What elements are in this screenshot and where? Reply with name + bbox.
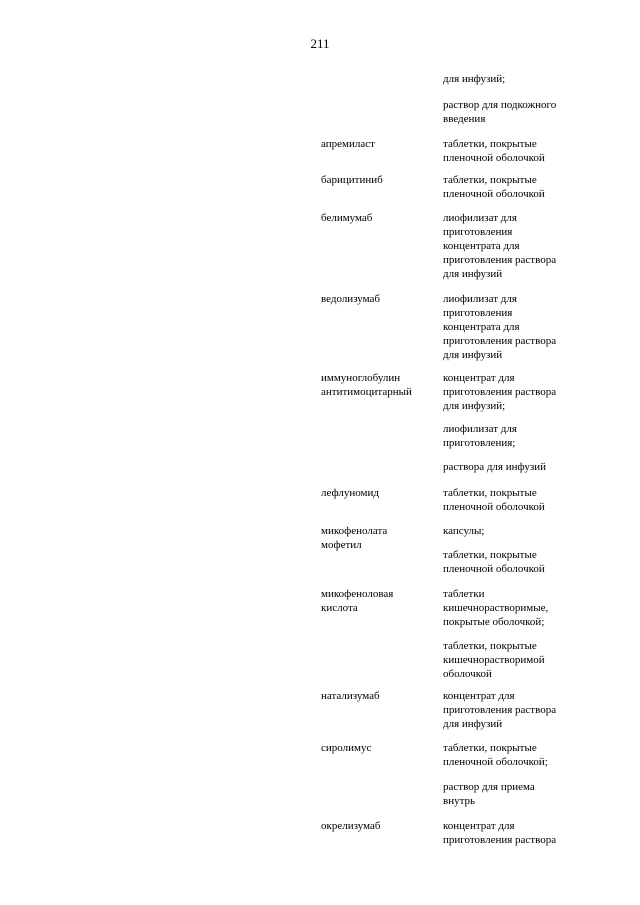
dosage-form-line: таблетки, покрытые xyxy=(443,640,537,652)
dosage-form-line: приготовления раствора xyxy=(443,834,557,846)
dosage-form-line: для инфузий; xyxy=(443,73,506,85)
drug-name-line: лефлуномид xyxy=(321,487,379,499)
dosage-form-line: приготовления xyxy=(443,226,513,238)
dosage-form xyxy=(443,460,578,474)
drug-name xyxy=(321,819,431,833)
dosage-form xyxy=(443,780,578,808)
dosage-form xyxy=(443,548,578,576)
dosage-form xyxy=(443,587,578,629)
dosage-form xyxy=(443,689,578,731)
dosage-form-line: таблетки xyxy=(443,588,485,600)
dosage-form-line: концентрат для xyxy=(443,820,515,832)
dosage-form-line: раствора для инфузий xyxy=(443,461,546,473)
dosage-form-line: пленочной оболочкой xyxy=(443,501,545,513)
dosage-form xyxy=(443,292,578,362)
drug-name xyxy=(321,689,431,703)
dosage-form-line: покрытые оболочкой; xyxy=(443,616,545,628)
dosage-form-line: раствор для подкожного xyxy=(443,99,557,111)
drug-name-line: кислота xyxy=(321,602,358,614)
dosage-form-line: лиофилизат для xyxy=(443,212,517,224)
dosage-form-line: для инфузий xyxy=(443,268,503,280)
dosage-form-line: таблетки, покрытые xyxy=(443,742,537,754)
drug-name xyxy=(321,211,431,225)
drug-name xyxy=(321,524,431,552)
dosage-form-line: для инфузий xyxy=(443,718,503,730)
dosage-form xyxy=(443,173,578,201)
dosage-form xyxy=(443,137,578,165)
dosage-form-line: приготовления xyxy=(443,307,513,319)
dosage-form xyxy=(443,819,578,847)
dosage-form-line: приготовления раствора xyxy=(443,704,557,716)
drug-name-line: мофетил xyxy=(321,539,362,551)
drug-name-line: антитимоцитарный xyxy=(321,386,412,398)
dosage-form xyxy=(443,741,578,769)
dosage-form-line: приготовления раствора xyxy=(443,386,557,398)
dosage-form-line: таблетки, покрытые xyxy=(443,549,537,561)
dosage-form-line: капсулы; xyxy=(443,525,485,537)
dosage-form-line: концентрата для xyxy=(443,240,520,252)
dosage-form-line: приготовления; xyxy=(443,437,516,449)
dosage-form xyxy=(443,72,578,86)
drug-name-line: натализумаб xyxy=(321,690,380,702)
drug-name xyxy=(321,741,431,755)
dosage-form-line: пленочной оболочкой xyxy=(443,188,545,200)
drug-name xyxy=(321,173,431,187)
drug-name-line: апремиласт xyxy=(321,138,375,150)
dosage-form-line: для инфузий; xyxy=(443,400,506,412)
dosage-form-line: лиофилизат для xyxy=(443,293,517,305)
dosage-form-line: концентрат для xyxy=(443,690,515,702)
dosage-form-line: приготовления раствора xyxy=(443,254,557,266)
drug-name xyxy=(321,137,431,151)
dosage-form-line: оболочкой xyxy=(443,668,492,680)
dosage-form-line: для инфузий xyxy=(443,349,503,361)
dosage-form-line: концентрата для xyxy=(443,321,520,333)
dosage-form xyxy=(443,639,578,681)
dosage-form-line: концентрат для xyxy=(443,372,515,384)
dosage-form-line: приготовления раствора xyxy=(443,335,557,347)
page-number: 211 xyxy=(310,36,330,51)
dosage-form-line: таблетки, покрытые xyxy=(443,174,537,186)
dosage-form-line: кишечнорастворимой xyxy=(443,654,545,666)
drug-name-line: микофеноловая xyxy=(321,588,394,600)
dosage-form xyxy=(443,371,578,413)
drug-name xyxy=(321,486,431,500)
dosage-form-line: пленочной оболочкой; xyxy=(443,756,548,768)
drug-name-line: белимумаб xyxy=(321,212,373,224)
dosage-form-line: внутрь xyxy=(443,795,476,807)
drug-name xyxy=(321,292,431,306)
dosage-form-line: введения xyxy=(443,113,486,125)
drug-name xyxy=(321,371,431,399)
dosage-form-line: пленочной оболочкой xyxy=(443,152,545,164)
drug-name-line: сиролимус xyxy=(321,742,372,754)
dosage-form xyxy=(443,211,578,281)
dosage-form xyxy=(443,524,578,538)
dosage-form xyxy=(443,486,578,514)
drug-name-line: микофенолата xyxy=(321,525,388,537)
dosage-form-line: кишечнорастворимые, xyxy=(443,602,549,614)
drug-name xyxy=(321,587,431,615)
drug-name-line: ведолизумаб xyxy=(321,293,381,305)
drug-name-line: барицитиниб xyxy=(321,174,383,186)
drug-name-line: окрелизумаб xyxy=(321,820,381,832)
dosage-form xyxy=(443,98,578,126)
dosage-form-line: таблетки, покрытые xyxy=(443,487,537,499)
dosage-form-line: таблетки, покрытые xyxy=(443,138,537,150)
dosage-form-line: лиофилизат для xyxy=(443,423,517,435)
dosage-form-line: пленочной оболочкой xyxy=(443,563,545,575)
dosage-form-line: раствор для приема xyxy=(443,781,535,793)
drug-name-line: иммуноглобулин xyxy=(321,372,401,384)
dosage-form xyxy=(443,422,578,450)
